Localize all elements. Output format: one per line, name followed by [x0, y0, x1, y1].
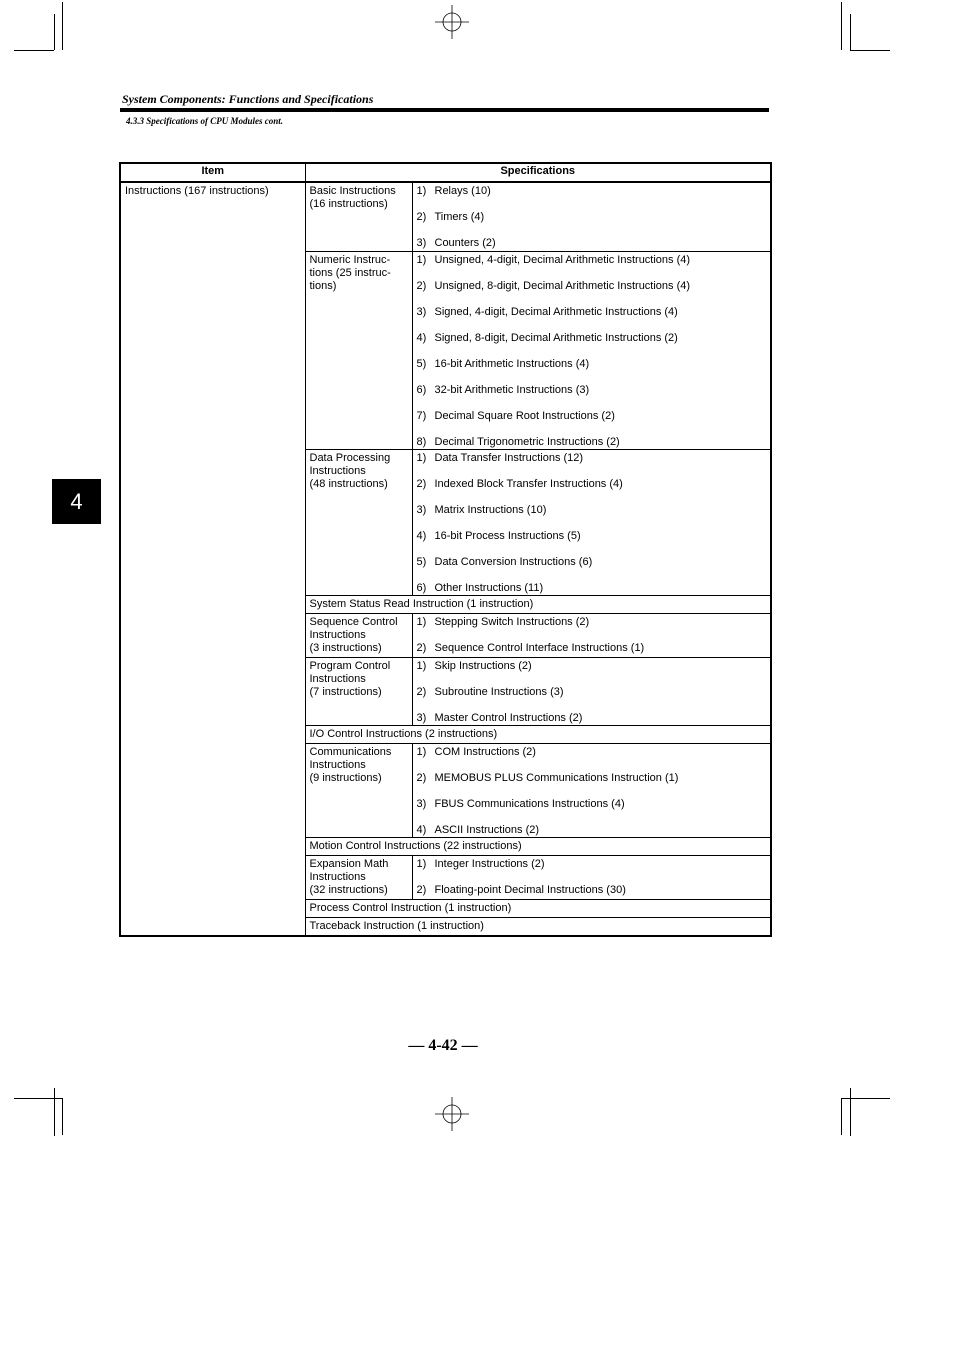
list-text: Timers (4): [434, 211, 485, 223]
category-label: Basic Instructions: [309, 185, 396, 197]
list-number: 7): [416, 410, 427, 422]
list-item: [417, 712, 767, 725]
list-text: Matrix Instructions (10): [434, 504, 547, 516]
list-item: [417, 254, 767, 267]
list-item: [417, 306, 767, 319]
list-text: FBUS Communications Instructions (4): [434, 798, 625, 810]
list-text: MEMOBUS PLUS Communications Instruction (1): [434, 772, 679, 784]
list-item: [417, 504, 767, 517]
column-header-specifications: Specifications: [305, 163, 771, 182]
list-text: 16-bit Arithmetic Instructions (4): [434, 358, 590, 370]
list-number: 2): [416, 772, 427, 784]
list-text: Data Transfer Instructions (12): [434, 452, 584, 464]
category-cell: [305, 856, 412, 900]
list-item: [417, 772, 767, 785]
list-text: Stepping Switch Instructions (2): [434, 616, 590, 628]
category-label: tions (25 instruc-: [309, 267, 391, 279]
category-label: (7 instructions): [309, 686, 382, 698]
list-text: Subroutine Instructions (3): [434, 686, 564, 698]
list-number: 3): [416, 237, 427, 249]
list-text: 16-bit Process Instructions (5): [434, 530, 581, 542]
category-label: Program Control: [309, 660, 391, 672]
list-number: 3): [416, 712, 427, 724]
list-text: Indexed Block Transfer Instructions (4): [434, 478, 623, 490]
list-number: 6): [416, 582, 427, 594]
list-number: 4): [416, 530, 427, 542]
category-label: (48 instructions): [309, 478, 388, 490]
crop-mark: [850, 50, 890, 51]
list-item: [417, 582, 767, 595]
category-label: Communications: [309, 746, 392, 758]
list-text: Relays (10): [434, 185, 491, 197]
spec-full-row: Process Control Instruction (1 instruction): [305, 900, 771, 918]
list-item: [417, 237, 767, 250]
list-text: Sequence Control Interface Instructions (1): [434, 642, 645, 654]
list-number: 8): [416, 436, 427, 448]
category-label: (9 instructions): [309, 772, 382, 784]
list-item: [417, 642, 767, 655]
list-item: [417, 884, 767, 897]
list-number: 5): [416, 358, 427, 370]
category-label: Expansion Math: [309, 858, 389, 870]
running-header-subtitle: 4.3.3 Specifications of CPU Modules cont.: [126, 116, 283, 126]
list-number: 1): [416, 746, 427, 758]
list-text: Decimal Square Root Instructions (2): [434, 410, 615, 422]
category-label: tions): [309, 280, 337, 292]
list-item: [417, 530, 767, 543]
list-text: Other Instructions (11): [434, 582, 544, 594]
crop-mark: [62, 2, 63, 50]
crop-mark: [850, 14, 851, 50]
category-label: Instructions: [309, 673, 366, 685]
category-label: (32 instructions): [309, 884, 388, 896]
list-number: 2): [416, 642, 427, 654]
list-item: [417, 858, 767, 871]
list-item: [417, 798, 767, 811]
list-number: 2): [416, 686, 427, 698]
table-header-row: [120, 163, 771, 182]
category-label: Instructions: [309, 871, 366, 883]
spec-full-row: System Status Read Instruction (1 instruction): [305, 596, 771, 614]
spec-list: [412, 744, 771, 838]
list-number: 1): [416, 858, 427, 870]
list-item: [417, 660, 767, 673]
spec-full-row: Motion Control Instructions (22 instructions): [305, 838, 771, 856]
list-number: 5): [416, 556, 427, 568]
list-text: Counters (2): [434, 237, 496, 249]
list-number: 1): [416, 254, 427, 266]
list-text: Master Control Instructions (2): [434, 712, 583, 724]
list-item: [417, 332, 767, 345]
table-row: [120, 182, 771, 252]
crop-mark: [54, 14, 55, 50]
list-number: 2): [416, 211, 427, 223]
spec-list: [412, 252, 771, 450]
crop-mark: [14, 50, 54, 51]
category-cell: [305, 658, 412, 726]
list-text: Unsigned, 8-digit, Decimal Arithmetic Instructions (4): [434, 280, 691, 292]
list-number: 1): [416, 185, 427, 197]
list-number: 2): [416, 280, 427, 292]
list-text: Integer Instructions (2): [434, 858, 545, 870]
list-number: 3): [416, 504, 427, 516]
column-header-item: Item: [120, 163, 305, 182]
category-cell: [305, 450, 412, 596]
list-item: [417, 436, 767, 449]
list-text: Skip Instructions (2): [434, 660, 532, 672]
category-label: (3 instructions): [309, 642, 382, 654]
list-item: [417, 384, 767, 397]
list-item: [417, 616, 767, 629]
item-cell: Instructions (167 instructions): [120, 182, 305, 936]
list-item: [417, 280, 767, 293]
list-number: 4): [416, 824, 427, 836]
list-number: 4): [416, 332, 427, 344]
crop-mark: [850, 1088, 851, 1136]
crop-mark: [62, 1098, 63, 1135]
list-number: 6): [416, 384, 427, 396]
list-number: 1): [416, 616, 427, 628]
header-rule: [120, 108, 769, 112]
list-text: Signed, 4-digit, Decimal Arithmetic Instructions (4): [434, 306, 678, 318]
spec-full-row: Traceback Instruction (1 instruction): [305, 918, 771, 937]
running-header-title: System Components: Functions and Specifications: [122, 92, 374, 106]
category-label: Data Processing: [309, 452, 391, 464]
list-item: [417, 824, 767, 837]
category-label: (16 instructions): [309, 198, 388, 210]
spec-list: [412, 614, 771, 658]
list-item: [417, 686, 767, 699]
category-cell: [305, 182, 412, 252]
list-number: 3): [416, 798, 427, 810]
list-text: Decimal Trigonometric Instructions (2): [434, 436, 620, 448]
list-text: ASCII Instructions (2): [434, 824, 540, 836]
list-item: [417, 211, 767, 224]
list-item: [417, 478, 767, 491]
chapter-tab: 4: [52, 479, 101, 524]
list-item: [417, 452, 767, 465]
list-number: 3): [416, 306, 427, 318]
list-number: 1): [416, 660, 427, 672]
category-label: Instructions: [309, 759, 366, 771]
spec-list: [412, 182, 771, 252]
list-text: Data Conversion Instructions (6): [434, 556, 593, 568]
category-cell: [305, 252, 412, 450]
list-number: 1): [416, 452, 427, 464]
list-item: [417, 746, 767, 759]
spec-list: [412, 450, 771, 596]
list-text: Unsigned, 4-digit, Decimal Arithmetic Instructions (4): [434, 254, 691, 266]
list-number: 2): [416, 884, 427, 896]
list-item: [417, 556, 767, 569]
category-label: Instructions: [309, 465, 366, 477]
category-label: Instructions: [309, 629, 366, 641]
list-text: Floating-point Decimal Instructions (30): [434, 884, 626, 896]
list-text: COM Instructions (2): [434, 746, 536, 758]
category-label: Numeric Instruc-: [309, 254, 391, 266]
crop-mark: [841, 1098, 842, 1135]
crop-mark: [841, 1098, 890, 1099]
list-item: [417, 358, 767, 371]
spec-list: [412, 856, 771, 900]
category-cell: [305, 744, 412, 838]
list-text: Signed, 8-digit, Decimal Arithmetic Instructions (2): [434, 332, 678, 344]
crop-mark: [54, 1088, 55, 1136]
category-cell: [305, 614, 412, 658]
list-item: [417, 410, 767, 423]
crop-mark: [841, 2, 842, 50]
spec-full-row: I/O Control Instructions (2 instructions): [305, 726, 771, 744]
specifications-table: [119, 162, 772, 937]
list-item: [417, 185, 767, 198]
spec-list: [412, 658, 771, 726]
registration-mark: [435, 1097, 469, 1131]
list-number: 2): [416, 478, 427, 490]
category-label: Sequence Control: [309, 616, 398, 628]
registration-mark: [435, 5, 469, 39]
list-text: 32-bit Arithmetic Instructions (3): [434, 384, 590, 396]
page-number: — 4-42 —: [408, 1037, 478, 1054]
